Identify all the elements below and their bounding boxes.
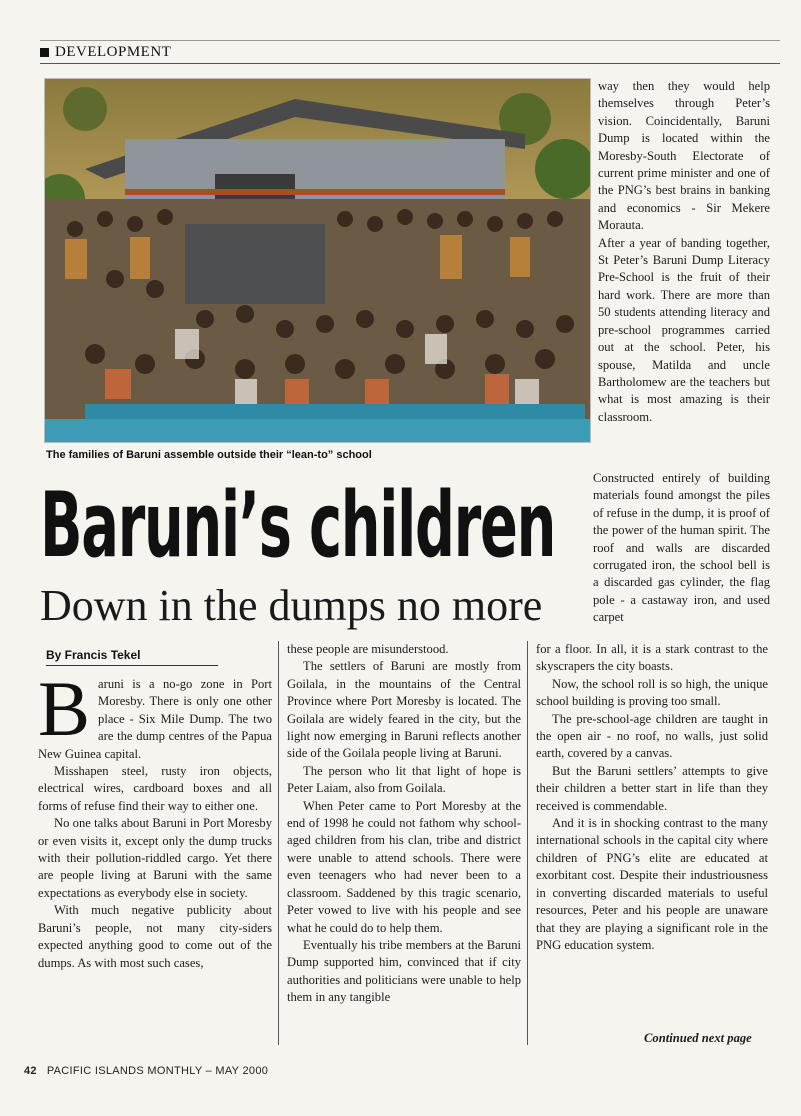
article-column-3-middle [593, 470, 770, 627]
paragraph: Misshapen steel, rusty iron objects, electrical wires, cardboard boxes and all forms of refuse find their way to either one. [38, 764, 272, 813]
page-number: 42 [24, 1065, 37, 1077]
paragraph: for a floor. In all, it is a stark contrast to the skyscrapers the city boasts. [536, 642, 768, 674]
paragraph: When Peter came to Port Moresby at the end of 1998 he could not fathom why school-aged children from his clan, tribe and district were unable to attend schools. There were even teenagers who had never been to a classroom. Saddened by this tragic scenario, Peter vowed to live with his people and see what he could do to help them. [287, 798, 521, 935]
paragraph: And it is in shocking contrast to the many international schools in the capital city where children of PNG’s elite are educated at exorbitant cost. Despite their industriousness in converting discarded materials to useful resources, Peter and his people are unaware that they are playing a significant role in the PNG education system. [536, 816, 768, 952]
photo-caption: The families of Baruni assemble outside their “lean-to” school [46, 449, 372, 461]
paragraph: With much negative publicity about Baruni’s people, not many city-siders expected anything good to come out of the dumps. As with most such cases, [38, 903, 272, 970]
article-column-1 [38, 665, 272, 972]
paragraph: aruni is a no-go zone in Port Moresby. There is only one other place - Six Mile Dump. The two are the dump centres of the Papua New Guinea capital. [38, 677, 272, 761]
subheadline: Down in the dumps no more [40, 581, 543, 630]
photo-illustration [45, 79, 590, 442]
section-square-icon [40, 48, 49, 57]
section-label: DEVELOPMENT [55, 44, 172, 60]
article-column-3-top [598, 78, 770, 426]
page-footer [24, 1065, 268, 1077]
paragraph: But the Baruni settlers’ attempts to give their children a better start in life than they received is commendable. [536, 763, 768, 813]
article-column-3 [536, 641, 768, 954]
paragraph: Now, the school roll is so high, the unique school building is proving too small. [536, 676, 768, 709]
article-column-2 [287, 641, 521, 1007]
column-divider [527, 641, 528, 1045]
column-divider [278, 641, 279, 1045]
paragraph: The person who lit that light of hope is Peter Laiam, also from Goilala. [287, 763, 521, 796]
headline: Baruni’s children [40, 473, 556, 578]
paragraph: The pre-school-age children are taught in the open air - no roof, no walls, just solid earth, covered by a canvas. [536, 711, 768, 761]
school-photo [44, 78, 591, 443]
paragraph: way then they would help themselves through Peter’s vision. Coincidentally, Baruni Dump is located within the Moresby-South Electorate of current prime minister and one of the PNG’s best brains in banking and economics - Sir Mekere Morauta. [598, 79, 770, 233]
paragraph: No one talks about Baruni in Port Moresby or even visits it, except only the dump trucks with their pollution-riddled cargo. Yet there are people living at Baruni with the same expectations as everybody else in society. [38, 816, 272, 900]
top-rule [40, 40, 780, 41]
paragraph: Constructed entirely of building materials found amongst the piles of refuse in the dump, it is proof of the power of the human spirit. The roof and walls are discarded corrugated iron, the school bell is a discarded gas cylinder, the flag pole - a castaway iron, and used carpet [593, 471, 770, 625]
paragraph: The settlers of Baruni are mostly from Goilala, in the mountains of the Central Province where Port Moresby is located. The Goilala are widely feared in the city, but the light now emerging in Baruni reflects another side of the Goilala people living at Baruni. [287, 659, 521, 761]
paragraph: these people are misunderstood. [287, 642, 449, 656]
byline: By Francis Tekel [46, 648, 218, 666]
drop-cap: B [38, 665, 91, 752]
paragraph: After a year of banding together, St Peter’s Baruni Dump Literacy Pre-School is the fruit of their hard work. There are more than 50 students attending literacy and pre-school programmes carried out at the school. Peter, his spouse, Matilda and uncle Bartholomew are the teachers but what is most amazing is their classroom. [598, 235, 770, 424]
publication-info: PACIFIC ISLANDS MONTHLY – MAY 2000 [46, 1065, 269, 1077]
continued-note: Continued next page [644, 1031, 752, 1045]
paragraph: Eventually his tribe members at the Baruni Dump supported him, convinced that if city authorities and politicians were unable to help them in any tangible [287, 937, 521, 1005]
section-header [40, 44, 780, 64]
